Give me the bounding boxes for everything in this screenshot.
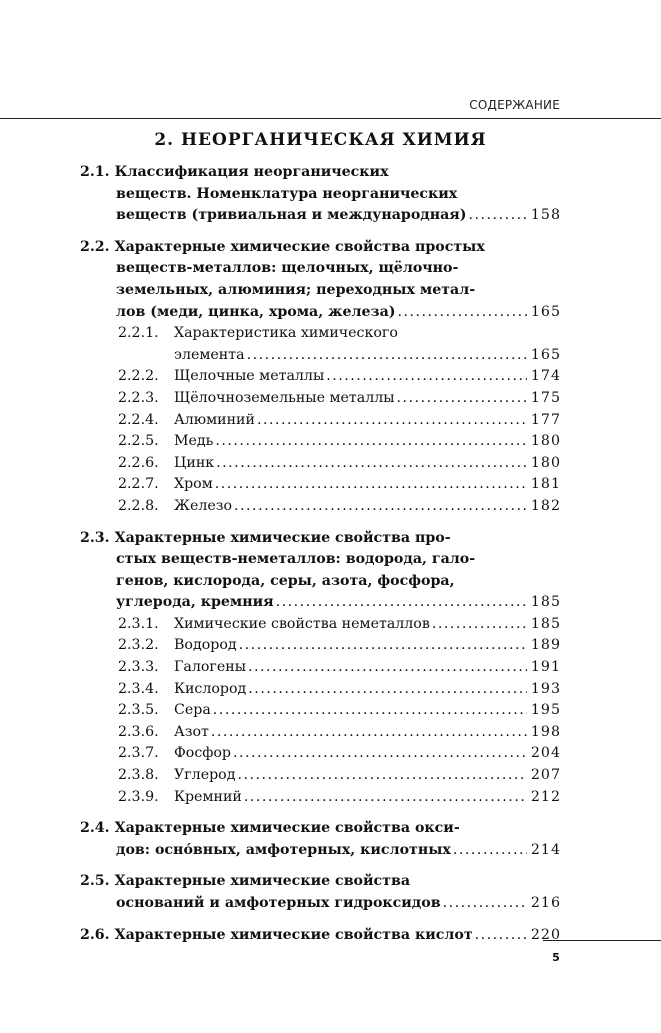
entry-page: 180 xyxy=(530,433,561,450)
toc-entry-2-4[interactable] xyxy=(80,818,561,861)
entry-page: 185 xyxy=(530,594,561,611)
toc-entry-2-3-2[interactable] xyxy=(80,635,561,657)
entry-page: 174 xyxy=(530,368,561,385)
entry-page: 214 xyxy=(530,841,561,858)
dot-leader xyxy=(237,765,526,787)
dot-leader xyxy=(248,679,527,701)
entry-number: 2.2.8. xyxy=(118,497,159,514)
entry-title: Кремний xyxy=(174,788,242,805)
dot-leader xyxy=(453,840,527,862)
chapter-title: 2. НЕОРГАНИЧЕСКАЯ ХИМИЯ xyxy=(154,130,487,150)
entry-title: Характерные химические свойства про- xyxy=(114,529,451,546)
toc-entry-2-2-4[interactable] xyxy=(80,410,561,432)
toc-entry-2-3-5[interactable] xyxy=(80,700,561,722)
toc-entry-2-2-5[interactable] xyxy=(80,431,561,453)
entry-title: Характерные химические свойства кислот xyxy=(114,926,473,943)
entry-page: 195 xyxy=(530,702,561,719)
dot-leader xyxy=(397,388,527,410)
entry-number: 2.3.4. xyxy=(118,680,159,697)
entry-number: 2.3.2. xyxy=(118,637,159,654)
page-number: 5 xyxy=(552,951,560,964)
toc-entry-2-2-2[interactable] xyxy=(80,366,561,388)
dot-leader xyxy=(397,302,526,324)
dot-leader xyxy=(475,925,527,947)
dot-leader xyxy=(239,635,527,657)
toc-entry-2-3-4[interactable] xyxy=(80,679,561,701)
entry-title: Характеристика химического xyxy=(174,325,398,342)
entry-number: 2.3.3. xyxy=(118,659,159,676)
dot-leader xyxy=(244,787,527,809)
top-rule xyxy=(0,118,661,119)
toc-entry-2-3-7[interactable] xyxy=(80,743,561,765)
dot-leader xyxy=(215,431,527,453)
entry-title: Сера xyxy=(174,702,211,719)
entry-number: 2.3.7. xyxy=(118,745,159,762)
entry-title: земельных, алюминия; переходных метал- xyxy=(116,281,476,298)
dot-leader xyxy=(216,453,527,475)
dot-leader xyxy=(326,366,527,388)
entry-number: 2.3.9. xyxy=(118,788,159,805)
entry-title: Кислород xyxy=(174,680,247,697)
entry-number: 2.3.8. xyxy=(118,767,159,784)
entry-page: 212 xyxy=(530,788,561,805)
entry-title: элемента xyxy=(174,346,245,363)
entry-title: Цинк xyxy=(174,454,215,471)
toc-entry-2-3-8[interactable] xyxy=(80,765,561,787)
entry-title: Фосфор xyxy=(174,745,231,762)
dot-leader xyxy=(248,657,527,679)
entry-page: 207 xyxy=(530,767,561,784)
entry-title: Углерод xyxy=(174,767,236,784)
entry-page: 177 xyxy=(530,411,561,428)
dot-leader xyxy=(213,700,527,722)
toc-entry-2-2-3[interactable] xyxy=(80,388,561,410)
dot-leader xyxy=(432,614,527,636)
entry-title: лов (меди, цинка, хрома, железа) xyxy=(116,303,396,320)
entry-title: веществ. Номенклатура неорганических xyxy=(116,185,458,202)
entry-title: Медь xyxy=(174,433,214,450)
dot-leader xyxy=(234,496,527,518)
entry-page: 165 xyxy=(530,303,561,320)
entry-page: 189 xyxy=(530,637,561,654)
entry-title: Химические свойства неметаллов xyxy=(174,615,430,632)
toc-entry-2-2-1[interactable] xyxy=(80,323,561,366)
toc-entry-2-2[interactable] xyxy=(80,237,561,323)
entry-title: углерода, кремния xyxy=(116,594,274,611)
bottom-rule xyxy=(543,940,661,941)
dot-leader xyxy=(257,410,527,432)
dot-leader xyxy=(247,345,527,367)
dot-leader xyxy=(211,722,527,744)
entry-number: 2.1. xyxy=(80,164,110,180)
entry-title: Железо xyxy=(174,497,233,514)
entry-number: 2.3.1. xyxy=(118,615,159,632)
dot-leader xyxy=(469,205,527,227)
toc-entry-2-2-7[interactable] xyxy=(80,474,561,496)
entry-title: стых веществ-неметаллов: водорода, гало- xyxy=(116,551,476,568)
entry-title: Характерные химические свойства простых xyxy=(114,238,485,255)
entry-number: 2.4. xyxy=(80,820,110,837)
entry-page: 193 xyxy=(530,680,561,697)
entry-page: 180 xyxy=(530,454,561,471)
entry-number: 2.2.4. xyxy=(118,411,159,428)
entry-number: 2.2.2. xyxy=(118,368,159,385)
entry-page: 175 xyxy=(530,389,561,406)
entry-title: Алюминий xyxy=(174,411,255,428)
toc-entry-2-5[interactable] xyxy=(80,871,561,914)
toc-entry-2-3-9[interactable] xyxy=(80,787,561,809)
toc-entry-2-2-8[interactable] xyxy=(80,496,561,518)
entry-number: 2.2.6. xyxy=(118,454,159,471)
entry-title: Галогены xyxy=(174,659,246,676)
toc-entry-2-2-6[interactable] xyxy=(80,453,561,475)
dot-leader xyxy=(233,743,527,765)
toc-entry-2-3-6[interactable] xyxy=(80,722,561,744)
toc-entry-2-3-1[interactable] xyxy=(80,614,561,636)
entry-title: Классификация неорганических xyxy=(114,164,389,180)
entry-page: 220 xyxy=(530,926,561,943)
entry-title: Азот xyxy=(174,723,209,740)
entry-number: 2.2.5. xyxy=(118,433,159,450)
entry-page: 158 xyxy=(530,207,561,224)
running-head: СОДЕРЖАНИЕ xyxy=(469,98,560,112)
dot-leader xyxy=(215,474,527,496)
entry-number: 2.3.6. xyxy=(118,723,159,740)
entry-page: 204 xyxy=(530,745,561,762)
entry-number: 2.2.3. xyxy=(118,389,159,406)
dot-leader xyxy=(276,592,527,614)
dot-leader xyxy=(443,893,527,915)
entry-title: Хром xyxy=(174,476,213,493)
entry-page: 185 xyxy=(530,615,561,632)
entry-title: генов, кислорода, серы, азота, фосфора, xyxy=(116,572,455,589)
entry-title: Характерные химические свойства xyxy=(114,873,411,890)
entry-number: 2.2.7. xyxy=(118,476,159,493)
entry-title: оснований и амфотерных гидроксидов xyxy=(116,895,441,911)
entry-number: 2.3. xyxy=(80,529,110,546)
table-of-contents xyxy=(80,162,561,946)
entry-title: веществ (тривиальная и международная) xyxy=(116,207,467,224)
toc-entry-2-3-3[interactable] xyxy=(80,657,561,679)
toc-entry-2-3[interactable] xyxy=(80,528,561,614)
entry-title: Щелочные металлы xyxy=(174,368,325,385)
entry-page: 216 xyxy=(530,895,561,911)
entry-page: 165 xyxy=(530,346,561,363)
entry-number: 2.5. xyxy=(80,873,110,890)
entry-number: 2.2. xyxy=(80,238,110,255)
entry-page: 182 xyxy=(530,497,561,514)
entry-number: 2.3.5. xyxy=(118,702,159,719)
entry-title: Характерные химические свойства окси- xyxy=(114,820,460,837)
entry-page: 191 xyxy=(530,659,561,676)
entry-title: Водород xyxy=(174,637,237,654)
entry-title: Щёлочноземельные металлы xyxy=(174,389,395,406)
entry-number: 2.2.1. xyxy=(118,325,159,342)
toc-entry-2-1[interactable] xyxy=(80,162,561,227)
entry-page: 198 xyxy=(530,723,561,740)
entry-page: 181 xyxy=(530,476,561,493)
toc-entry-2-6[interactable] xyxy=(80,925,561,947)
entry-title: дов: осно́вных, амфотерных, кислотных xyxy=(116,841,451,858)
entry-number: 2.6. xyxy=(80,926,110,943)
entry-title: веществ-металлов: щелочных, щёлочно- xyxy=(116,260,459,277)
